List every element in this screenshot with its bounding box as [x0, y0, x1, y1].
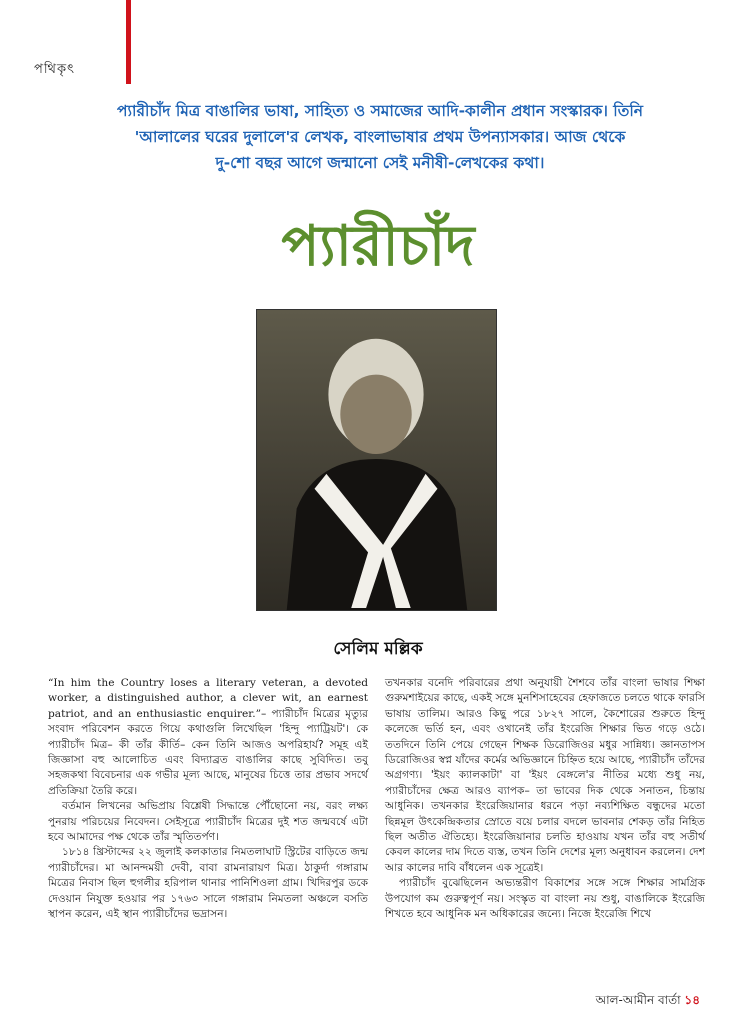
intro-line: প্যারীচাঁদ মিত্র বাঙালির ভাষা, সাহিত্য ও সমাজের আদি-কালীন প্রধান সংস্কারক। তিনি	[116, 102, 644, 120]
paragraph: প্যারীচাঁদ বুঝেছিলেন অভ্যন্তরীণ বিকাশের সঙ্গে সঙ্গে শিক্ষার সামগ্রিক উপযোগ কম গুরুত্বপূর্ণ নয়। সংস্কৃত বা বাংলা নয় শুধু, বাঙালিকে ইংরেজি শিখতে হবে আধুনিক মন অধিকারের জন্যে। নিজে ইংরেজি শিখে	[385, 877, 705, 921]
page-number: ১৪	[684, 993, 700, 1007]
page-footer	[596, 992, 700, 1012]
intro-line: 'আলালের ঘরের দুলালে'র লেখক, বাংলাভাষার প্রথম উপন্যাসকার। আজ থেকে	[134, 128, 626, 146]
left-column	[48, 676, 368, 923]
accent-bar	[126, 0, 131, 84]
section-label: পথিকৃৎ	[34, 62, 76, 77]
magazine-name: আল-আমীন বার্তা	[595, 993, 681, 1007]
paragraph: তখনকার বনেদি পরিবারের প্রথা অনুযায়ী শৈশবে তাঁর বাংলা ভাষার শিক্ষা গুরুমশাইয়ের কাছে, একই সঙ্গে মুনশিসাহেবের হেফাজতে চলতে থাকে ফারসি ভাষায় তালিম। আরও কিছু পরে ১৮২৭ সালে, কৈশোরের শুরুতে হিন্দু কলেজে ভর্তি হন, এবং ওখানেই তাঁর ইংরেজি শিক্ষার ভিত গড়ে ওঠে। ততদিনে তিনি পেয়ে গেছেন শিক্ষক ডিরোজিওর মধুর সান্নিধ্য। জ্ঞানতাপস ডিরোজিওর স্বপ্ন যাঁদের কর্মের অভিজ্ঞানে চিহ্নিত হয়ে আছে, প্যারীচাঁদ তাঁদের অগ্রগণ্য। 'ইয়ং ক্যালকাটা' বা 'ইয়ং বেঙ্গলে'র নীতির মধ্যে শুধু নয়, প্যারীচাঁদের ক্ষেত্র আরও ব্যাপক– তা ভাবের দিক থেকে সনাতন, চিন্তায় আধুনিক। তখনকার ইংরেজিয়ানার ধরনে পড়া নব্যশিক্ষিত বন্ধুদের মতো ছিন্নমূল উৎকেন্দ্রিকতার স্রোতে বয়ে চলার বদলে ভাবনার শেকড় তাঁর নিহিত ছিল অতীত ঐতিহ্যে। ইংরেজিয়ানার চলতি হাওয়ায় যখন তাঁর বহু সতীর্থ কেবল কালের দাম দিতে ব্যস্ত, তখন তিনি দেশের মূল্য অনুধাবন করলেন। দেশ আর কালের দাবি বাঁধলেন এক সূত্রেই।	[385, 677, 705, 874]
author-name: সেলিম মল্লিক	[333, 639, 423, 659]
portrait-image	[257, 310, 496, 610]
article-title: প্যারীচাঁদ	[281, 214, 475, 279]
intro-text	[70, 98, 690, 176]
paragraph-text: – প্যারীচাঁদ মিত্রের মৃত্যুর সংবাদ পরিবেশন করতে গিয়ে কথাগুলি লিখেছিল 'হিন্দু প্যাট্রিয়ট'। কে প্যারীচাঁদ মিত্র– কী তাঁর কীর্তি– কেন তিনি আজও অপরিহার্য? সমূহ এই জিজ্ঞাসা বহু আলোচিত এবং বিদ্যাব্রত বাঙালির কাছে সুবিদিত। তবু সহজকথা বিবেচনার এক গভীর মূল্য আছে, মানুষের চিত্তে তার প্রভাব সদর্থে প্রতিক্রিয়া তৈরি করে।	[48, 707, 368, 797]
right-column	[385, 676, 705, 923]
intro-line: দু-শো বছর আগে জন্মানো সেই মনীষী-লেখকের কথা।	[215, 154, 545, 172]
quote-english: “In him the Country loses a literary veteran, a devoted worker, a distinguished author, a clever wit, an earnest patriot, and an enthusiastic enquirer.”	[48, 677, 368, 720]
paragraph: বর্তমান লিখনের অভিপ্রায় বিশ্লেষী সিদ্ধান্তে পৌঁছোনো নয়, বরং লক্ষ্য পুনরায় পরিচয়ের নিবেদন। সেইসূত্রে প্যারীচাঁদ মিত্রের দুই শত জন্মবর্ষে এটা হবে আমাদের পক্ষ থেকে তাঁর স্মৃতিতর্পণ।	[48, 800, 368, 844]
paragraph	[48, 676, 368, 799]
paragraph: ১৮১৪ খ্রিস্টাব্দের ২২ জুলাই কলকাতার নিমতলাঘাট স্ট্রিটের বাড়িতে জন্ম প্যারীচাঁদের। মা আনন্দময়ী দেবী, বাবা রামনারায়ণ মিত্র। ঠাকুর্দা গঙ্গারাম মিত্রের নিবাস ছিল হুগলীর হরিপাল থানার পানিশিওলা গ্রাম। খিদিরপুর ডকে দেওয়ান নিযুক্ত হওয়ার পর ১৭৬৩ সালে গঙ্গারাম নিমতলা অঞ্চলে বসতি স্থাপন করেন, এই স্থান প্যারীচাঁদের ভদ্রাসন।	[48, 846, 368, 921]
portrait-photo	[256, 309, 497, 611]
